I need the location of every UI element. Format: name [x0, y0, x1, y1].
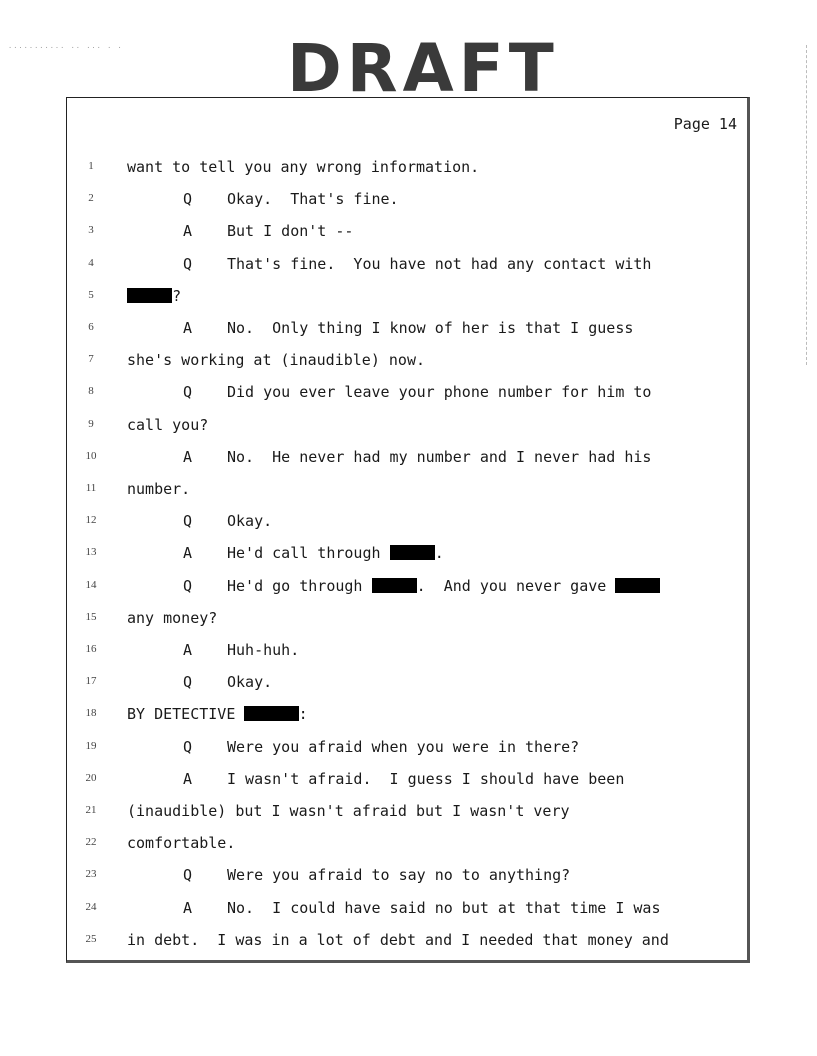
scan-mark: ........... .. ... . .	[8, 42, 123, 50]
text-segment: she's working at (inaudible) now.	[127, 351, 426, 370]
text-segment: Okay. That's fine.	[227, 190, 399, 209]
text-segment: call you?	[127, 415, 209, 434]
line-number: 7	[88, 353, 94, 366]
transcript-line-text	[127, 416, 208, 434]
line-number: 24	[85, 900, 97, 913]
line-number: 6	[88, 321, 94, 333]
speaker-label: Q	[183, 254, 193, 273]
transcript-line-text	[127, 158, 479, 176]
speaker-label: Q	[183, 512, 193, 531]
text-segment: . And you never gave	[416, 576, 616, 595]
speaker-label: Q	[183, 866, 193, 885]
speaker-label: A	[183, 222, 193, 241]
transcript-line-text	[227, 641, 299, 659]
redaction-bar	[127, 288, 172, 303]
line-number: 13	[85, 546, 97, 559]
text-segment: No. He never had my number and I never had his	[227, 447, 652, 466]
line-number: 1	[88, 160, 94, 172]
transcript-line-text	[127, 705, 308, 723]
text-segment: ?	[172, 286, 182, 305]
transcript-line-text	[227, 383, 651, 401]
transcript-line-text	[127, 834, 235, 852]
line-number: 16	[85, 643, 97, 655]
transcript-line-text	[227, 512, 272, 530]
speaker-label: A	[183, 898, 193, 917]
text-segment: number.	[127, 480, 191, 498]
text-segment: in debt. I was in a lot of debt and I needed that money and	[127, 930, 669, 949]
transcript-line-text	[227, 544, 444, 562]
transcript-line-text	[127, 480, 190, 498]
speaker-label: Q	[183, 673, 193, 692]
line-number: 19	[85, 739, 97, 752]
speaker-label: Q	[183, 383, 193, 402]
speaker-label: Q	[183, 576, 193, 595]
text-segment: Okay.	[227, 673, 273, 692]
text-segment: Did you ever leave your phone number for him to	[227, 383, 652, 402]
redaction-bar	[372, 578, 417, 593]
transcript-line-text	[227, 319, 633, 337]
transcript-line-text	[227, 866, 570, 884]
transcript-page	[66, 97, 750, 963]
transcript-line-text	[127, 351, 425, 369]
transcript-line-text	[227, 190, 399, 208]
line-number: 22	[85, 836, 97, 849]
margin-rule	[806, 45, 808, 365]
speaker-label: Q	[183, 737, 193, 756]
text-segment: That's fine. You have not had any contact with	[227, 254, 652, 273]
line-number: 8	[88, 385, 94, 398]
redaction-bar	[244, 706, 298, 721]
text-segment: He'd go through	[227, 576, 372, 595]
speaker-label: A	[183, 641, 193, 659]
text-segment: BY DETECTIVE	[127, 705, 245, 724]
line-number: 23	[85, 868, 97, 881]
text-segment: .	[434, 544, 444, 563]
text-segment: No. Only thing I know of her is that I guess	[227, 319, 634, 337]
transcript-line-text	[227, 448, 651, 466]
line-number: 5	[88, 288, 94, 301]
transcript-line-text	[227, 255, 651, 273]
transcript-line-text	[227, 899, 660, 917]
line-number: 4	[88, 256, 94, 269]
speaker-label: A	[183, 544, 193, 563]
line-number: 9	[88, 417, 94, 430]
text-segment: (inaudible) but I wasn't afraid but I wasn't very	[127, 802, 570, 820]
text-segment: Huh-huh.	[227, 641, 300, 659]
speaker-label: Q	[183, 190, 193, 209]
line-number: 11	[85, 482, 97, 494]
transcript-line-text	[127, 287, 181, 305]
text-segment: No. I could have said no but at that time I was	[227, 898, 661, 917]
speaker-label: A	[183, 769, 193, 788]
redaction-bar	[615, 578, 660, 593]
line-number: 10	[85, 449, 97, 462]
transcript-line-text	[127, 802, 570, 820]
text-segment: Okay.	[227, 512, 273, 531]
line-number: 18	[85, 707, 97, 720]
transcript-line-text	[127, 931, 669, 949]
speaker-label: A	[183, 319, 193, 337]
line-number: 14	[85, 578, 97, 591]
text-segment: :	[298, 705, 308, 724]
line-number: 15	[85, 610, 97, 623]
transcript-line-text	[227, 577, 660, 595]
redaction-bar	[390, 545, 435, 560]
text-segment: Were you afraid when you were in there?	[227, 737, 580, 756]
transcript-line-text	[227, 738, 579, 756]
line-number: 25	[85, 932, 97, 945]
text-segment: He'd call through	[227, 544, 390, 563]
text-segment: Were you afraid to say no to anything?	[227, 866, 571, 885]
speaker-label: A	[183, 447, 193, 466]
line-number: 20	[85, 771, 97, 784]
draft-stamp: DRAFT	[287, 30, 559, 107]
transcript-line-text	[227, 222, 353, 240]
line-number: 17	[85, 675, 97, 688]
transcript-line-text	[127, 609, 217, 627]
transcript-line-text	[227, 673, 272, 691]
text-segment: I wasn't afraid. I guess I should have been	[227, 769, 625, 788]
line-number: 12	[85, 514, 97, 527]
line-number: 21	[85, 804, 97, 816]
text-segment: But I don't --	[227, 222, 354, 241]
text-segment: comfortable.	[127, 834, 236, 853]
transcript-line-text	[227, 770, 624, 788]
page-number: Page 14	[673, 115, 737, 133]
line-number: 2	[88, 192, 94, 205]
text-segment: want to tell you any wrong information.	[127, 158, 480, 176]
text-segment: any money?	[127, 608, 218, 627]
line-number: 3	[88, 224, 94, 237]
